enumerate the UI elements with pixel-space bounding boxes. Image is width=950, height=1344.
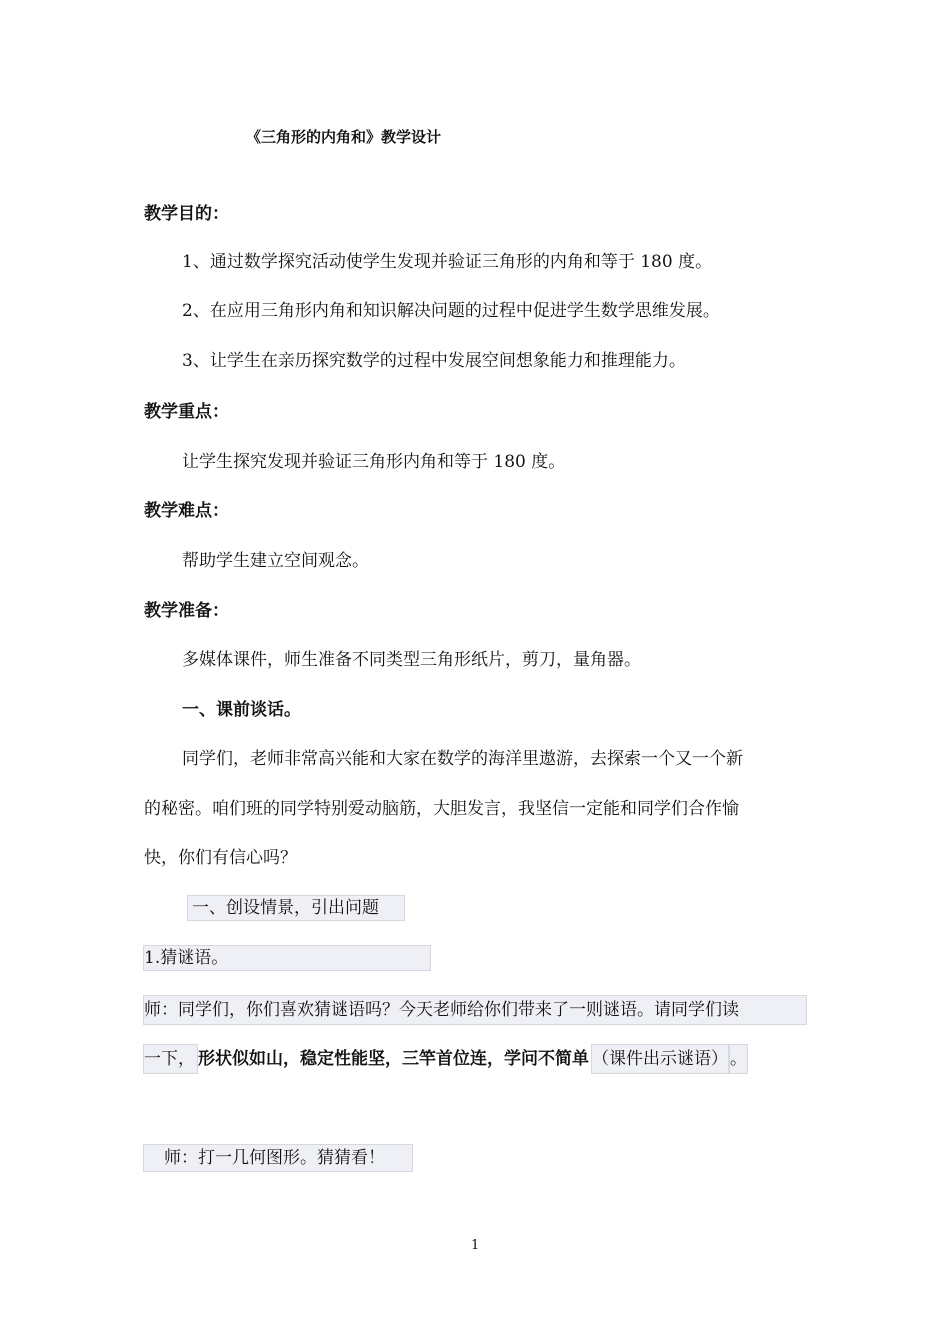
dialogue-line-2: [143, 1044, 748, 1072]
objectives-heading: 教学目的：: [144, 204, 229, 224]
section2-sub: 1.猜谜语。: [143, 945, 431, 971]
dialogue-line: 师：同学们，你们喜欢猜谜语吗？今天老师给你们带来了一则谜语。请同学们读: [143, 995, 807, 1025]
section1-line: 快，你们有信心吗？: [144, 848, 297, 868]
key-point-text: 让学生探究发现并验证三角形内角和等于 180 度。: [182, 452, 566, 472]
riddle-text: 形状似如山，稳定性能坚，三竿首位连，学问不简单: [198, 1049, 589, 1069]
dialogue-prefix: 一下，: [143, 1044, 198, 1074]
section2-heading: 一、创设情景，引出问题: [187, 895, 405, 921]
section1-line: 同学们，老师非常高兴能和大家在数学的海洋里遨游，去探索一个又一个新: [182, 749, 743, 769]
preparation-heading: 教学准备：: [144, 601, 229, 621]
key-point-heading: 教学重点：: [144, 402, 229, 422]
difficulty-text: 帮助学生建立空间观念。: [182, 551, 369, 571]
objective-item: 2、在应用三角形内角和知识解决问题的过程中促进学生数学思维发展。: [182, 301, 720, 321]
document-title: 《三角形的内角和》教学设计: [246, 128, 442, 146]
preparation-text: 多媒体课件，师生准备不同类型三角形纸片，剪刀，量角器。: [182, 650, 641, 670]
objective-item: 3、让学生在亲历探究数学的过程中发展空间想象能力和推理能力。: [182, 351, 686, 371]
section1-heading: 一、课前谈话。: [182, 700, 301, 720]
riddle-note: （课件出示谜语）: [591, 1044, 729, 1074]
page-number: 1: [471, 1238, 480, 1253]
objective-item: 1、通过数学探究活动使学生发现并验证三角形的内角和等于 180 度。: [182, 252, 713, 272]
section1-line: 的秘密。咱们班的同学特别爱动脑筋，大胆发言，我坚信一定能和同学们合作愉: [144, 799, 739, 819]
dialogue-end: 。: [729, 1044, 748, 1074]
teacher-line: 师：打一几何图形。猜猜看！: [143, 1144, 413, 1172]
difficulty-heading: 教学难点：: [144, 501, 229, 521]
